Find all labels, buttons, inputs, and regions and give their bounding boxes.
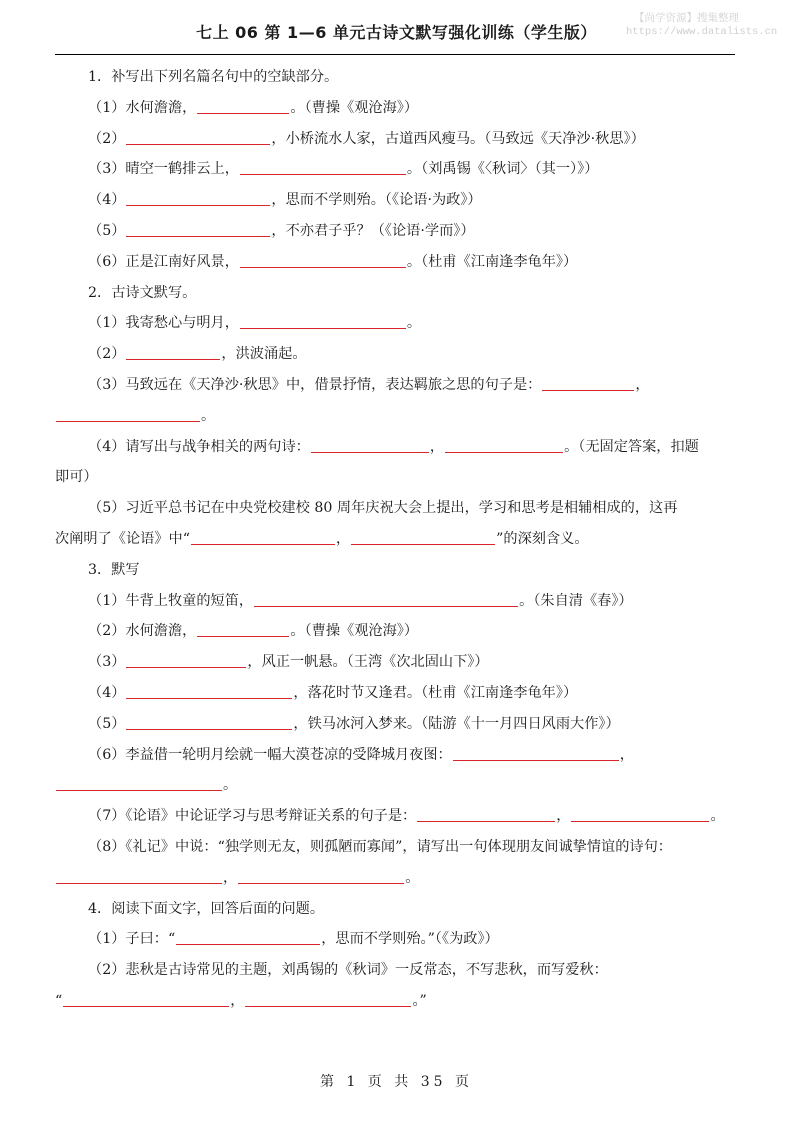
- question-2-heading: 2．古诗文默写。: [88, 284, 197, 301]
- answer-blank[interactable]: [126, 204, 270, 206]
- answer-blank[interactable]: [571, 820, 709, 822]
- answer-blank[interactable]: [63, 1005, 229, 1007]
- answer-blank[interactable]: [542, 389, 634, 391]
- q3-item-5: （5） ，铁马冰河入梦来。（陆游《十一月四日风雨大作》）: [88, 715, 620, 732]
- answer-blank[interactable]: [351, 543, 495, 545]
- q2-item-5: （5）习近平总书记在中央党校建校 80 周年庆祝大会上提出，学习和思考是相辅相成的，这再: [88, 500, 678, 517]
- q3-item-1: （1）牛背上牧童的短笛， 。（朱自清《春》）: [88, 592, 633, 609]
- answer-blank[interactable]: [56, 882, 222, 884]
- answer-blank[interactable]: [126, 666, 246, 668]
- answer-blank[interactable]: [240, 327, 406, 329]
- answer-blank[interactable]: [176, 943, 320, 945]
- q2-item-2: （2） ，洪波涌起。: [88, 346, 307, 363]
- watermark-source: 【尚学资源】搜集整理: [634, 12, 739, 24]
- watermark-url: https://www.datalists.cn: [626, 26, 778, 38]
- answer-blank[interactable]: [245, 1005, 411, 1007]
- answer-blank[interactable]: [240, 173, 406, 175]
- answer-blank[interactable]: [311, 451, 429, 453]
- answer-blank[interactable]: [126, 143, 270, 145]
- worksheet-body: [55, 62, 738, 1017]
- q4-item-1: （1）子曰：“ ，思而不学则殆。”（《为政》）: [88, 931, 499, 948]
- q2-item-4-continued: 即可）: [55, 469, 98, 486]
- answer-blank[interactable]: [238, 882, 404, 884]
- q1-item-4: （4） ，思而不学则殆。（《论语·为政》）: [88, 192, 482, 209]
- answer-blank[interactable]: [126, 235, 270, 237]
- answer-blank[interactable]: [126, 697, 292, 699]
- q3-item-6: （6）李益借一轮明月绘就一幅大漠苍凉的受降城月夜图： ，: [88, 746, 634, 763]
- answer-blank[interactable]: [126, 358, 220, 360]
- q2-item-1: （1）我寄愁心与明月， 。: [88, 315, 422, 332]
- answer-blank[interactable]: [191, 543, 335, 545]
- answer-blank[interactable]: [56, 420, 200, 422]
- q2-item-4: （4）请写出与战争相关的两句诗： ， 。（无固定答案，扣题: [88, 438, 699, 455]
- q1-item-2: （2） ，小桥流水人家，古道西风瘦马。（马致远《天净沙·秋思》）: [88, 130, 645, 147]
- answer-blank[interactable]: [197, 112, 289, 114]
- q2-item-5-continued: 次阐明了《论语》中“ ， ”的深刻含义。: [55, 530, 589, 547]
- page-footer: 第 1 页 共 35 页: [320, 1074, 473, 1090]
- q1-item-5: （5） ，不亦君子乎？（《论语·学而》）: [88, 222, 475, 239]
- answer-blank[interactable]: [417, 820, 555, 822]
- q3-item-6-continued: 。: [55, 770, 738, 801]
- answer-blank[interactable]: [445, 451, 563, 453]
- q1-item-3: （3）晴空一鹤排云上， 。（刘禹锡《〈秋词〉（其一）》）: [88, 161, 599, 178]
- answer-blank[interactable]: [240, 266, 406, 268]
- q1-item-1: （1）水何澹澹， 。（曹操《观沧海》）: [88, 99, 419, 116]
- question-4-heading: 4．阅读下面文字，回答后面的问题。: [88, 900, 325, 917]
- answer-blank[interactable]: [197, 635, 289, 637]
- watermark: [626, 11, 777, 39]
- question-1-heading: 1．补写出下列名篇名句中的空缺部分。: [88, 69, 339, 85]
- q3-item-8-continued: ， 。: [55, 863, 738, 894]
- q3-item-2: （2）水何澹澹， 。（曹操《观沧海》）: [88, 623, 419, 640]
- answer-blank[interactable]: [254, 605, 518, 607]
- q3-item-4: （4） ，落花时节又逢君。（杜甫《江南逢李龟年》）: [88, 684, 578, 701]
- header-divider: [55, 54, 735, 55]
- q2-item-3: （3）马致远在《天净沙·秋思》中，借景抒情，表达羁旅之思的句子是： ，: [88, 376, 650, 393]
- q3-item-8: （8）《礼记》中说：“独学则无友，则孤陋而寡闻”，请写出一句体现朋友间诚挚情谊的诗句：: [88, 838, 672, 855]
- answer-blank[interactable]: [453, 759, 619, 761]
- q4-item-2-continued: “ ， 。”: [55, 992, 427, 1009]
- q3-item-7: （7）《论语》中论证学习与思考辩证关系的句子是： ， 。: [88, 808, 725, 825]
- q3-item-3: （3） ，风正一帆悬。（王湾《次北固山下》）: [88, 654, 489, 671]
- question-3-heading: 3．默写: [88, 561, 140, 578]
- document-title: 七上 06 第 1—6 单元古诗文默写强化训练（学生版）: [196, 23, 597, 42]
- answer-blank[interactable]: [126, 728, 292, 730]
- q1-item-6: （6）正是江南好风景， 。（杜甫《江南逢李龟年》）: [88, 253, 578, 270]
- answer-blank[interactable]: [56, 789, 222, 791]
- q2-item-3-continued: 。: [55, 401, 738, 432]
- q4-item-2: （2）悲秋是古诗常见的主题，刘禹锡的《秋词》一反常态，不写悲秋，而写爱秋：: [88, 962, 608, 979]
